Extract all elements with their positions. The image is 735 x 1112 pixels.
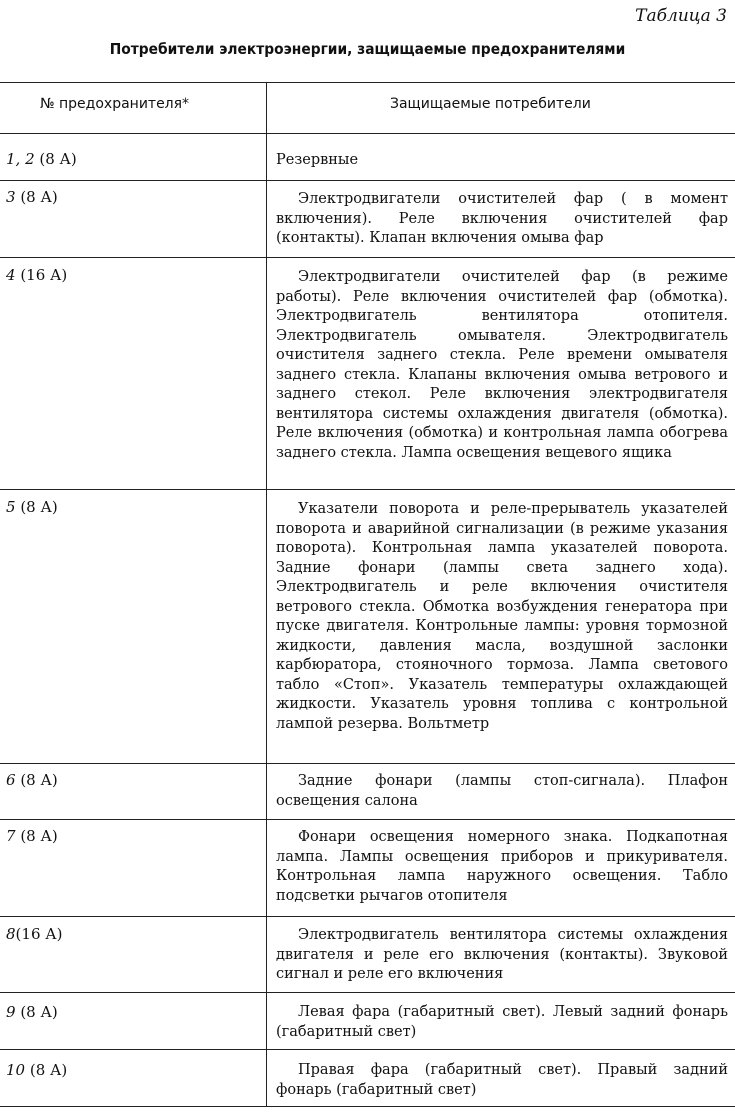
fuse-rating: (16 А) <box>15 925 63 943</box>
table-bottom-rule <box>0 1106 735 1107</box>
fuse-number: 1, 2 <box>6 150 35 168</box>
column-header-fuse: № предохранителя* <box>40 96 190 112</box>
fuse-number: 6 <box>6 771 16 789</box>
consumers-cell: Правая фара (габаритный свет). Правый задний фонарь (габаритный свет) <box>276 1062 728 1098</box>
fuse-rating: (8 А) <box>34 150 77 168</box>
fuse-number: 5 <box>6 498 16 516</box>
row-divider <box>0 180 735 181</box>
fuse-rating: (8 А) <box>15 771 58 789</box>
fuse-cell <box>6 771 256 790</box>
fuse-rating: (16 А) <box>15 266 68 284</box>
fuse-rating: (8 А) <box>25 1061 68 1079</box>
row-divider <box>0 916 735 917</box>
fuse-cell <box>6 925 256 944</box>
consumers-cell: Задние фонари (лампы стоп-сигнала). Плафон освещения салона <box>276 773 728 809</box>
row-divider <box>0 763 735 764</box>
fuse-number: 8 <box>6 925 16 943</box>
fuse-cell <box>6 1003 256 1022</box>
consumers-cell: Фонари освещения номерного знака. Подкапотная лампа. Лампы освещения приборов и прикуривателя. Контрольная лампа наружного освещения. Табло подсветки рычагов отопителя <box>276 829 728 904</box>
fuse-cell <box>6 188 256 207</box>
fuse-rating: (8 А) <box>15 1003 58 1021</box>
column-header-consumers: Защищаемые потребители <box>390 96 591 112</box>
row-divider <box>0 489 735 490</box>
fuse-cell <box>6 150 256 169</box>
fuse-number: 3 <box>6 188 16 206</box>
consumers-cell: Электродвигатели очистителей фар (в режиме работы). Реле включения очистителей фар (обмотка). Электродвигатель вентилятора отопителя. Электродвигатель омывателя. Электродвигатель очистителя заднего стекла. Реле времени омывателя заднего стекла. Клапаны включения омыва ветрового и заднего стекол. Реле включения электродвигателя вентилятора системы охлаждения двигателя (обмотка). Реле включения (обмотка) и контрольная лампа обогрева заднего стекла. Лампа освещения вещевого ящика <box>276 269 728 461</box>
consumers-cell: Электродвигатели очистителей фар ( в момент включения). Реле включения очистителей фар (контакты). Клапан включения омыва фар <box>276 191 728 246</box>
consumers-cell: Электродвигатель вентилятора системы охлаждения двигателя и реле его включения (контакты). Звуковой сигнал и реле его включения <box>276 927 728 982</box>
fuse-cell <box>6 498 256 517</box>
fuse-number: 10 <box>6 1061 26 1079</box>
fuse-cell <box>6 827 256 846</box>
column-divider <box>266 82 267 1106</box>
fuse-rating: (8 А) <box>15 827 58 845</box>
row-divider <box>0 819 735 820</box>
row-divider <box>0 992 735 993</box>
table-top-rule <box>0 82 735 83</box>
row-divider <box>0 1049 735 1050</box>
table-title: Потребители электроэнергии, защищаемые предохранителями <box>109 40 626 58</box>
consumers-cell: Резервные <box>276 152 359 168</box>
fuse-cell <box>6 1061 256 1080</box>
fuse-number: 7 <box>6 827 16 845</box>
header-bottom-rule <box>0 133 735 134</box>
fuse-number: 4 <box>6 266 16 284</box>
fuse-rating: (8 А) <box>15 498 58 516</box>
consumers-cell: Левая фара (габаритный свет). Левый задний фонарь (габаритный свет) <box>276 1004 728 1040</box>
consumers-cell: Указатели поворота и реле-прерыватель указателей поворота и аварийной сигнализации (в режиме указания поворота). Контрольная лампа указателей поворота. Задние фонари (лампы света заднего хода). Электродвигатель и реле включения очистителя ветрового стекла. Обмотка возбуждения генератора при пуске двигателя. Контрольные лампы: уровня тормозной жидкости, давления масла, воздушной заслонки карбюратора, стояночного тормоза. Лампа светового табло «Стоп». Указатель температуры охлаждающей жидкости. Указатель уровня топлива с контрольной лампой резерва. Вольтметр <box>276 501 728 732</box>
table-number-label: Таблица 3 <box>635 6 727 26</box>
row-divider <box>0 257 735 258</box>
fuse-cell <box>6 266 256 285</box>
fuse-rating: (8 А) <box>15 188 58 206</box>
fuse-number: 9 <box>6 1003 16 1021</box>
